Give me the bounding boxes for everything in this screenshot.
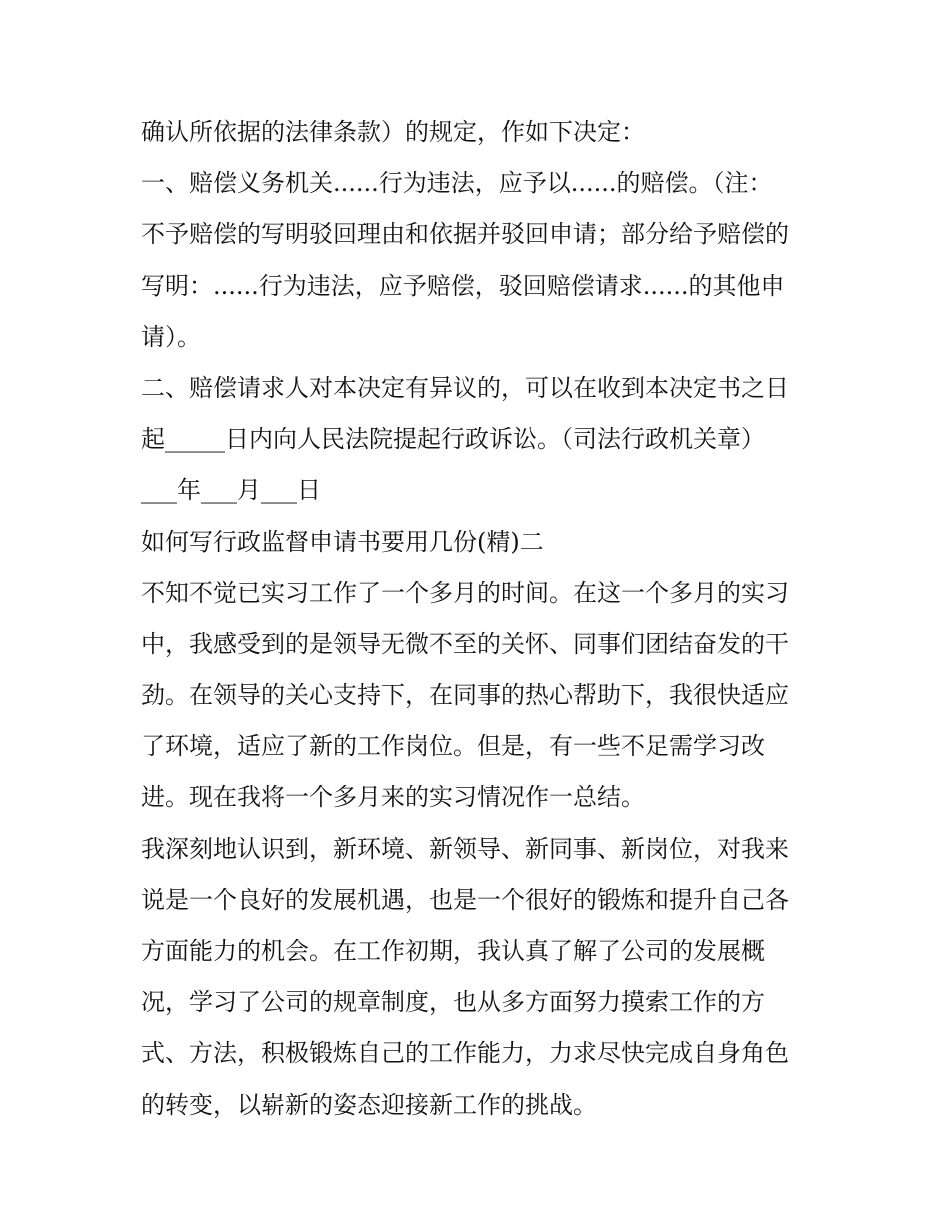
text-line: 写明：......行为违法，应予赔偿，驳回赔偿请求......的其他申 <box>141 271 785 300</box>
section-title: 如何写行政监督申请书要用几份(精)二 <box>141 527 544 556</box>
text-line: 方面能力的机会。在工作初期，我认真了解了公司的发展概 <box>141 937 765 965</box>
text-line: 的转变，以崭新的姿态迎接新工作的挑战。 <box>141 1090 597 1119</box>
document-body <box>141 107 821 1131</box>
text-line: 了环境，适应了新的工作岗位。但是，有一些不足需学习改 <box>141 732 765 761</box>
text-line: 不予赔偿的写明驳回理由和依据并驳回申请；部分给予赔偿的 <box>141 220 789 249</box>
text-line: 起_____日内向人民法院提起行政诉讼。（司法行政机关章） <box>141 425 765 454</box>
text-line: 我深刻地认识到，新环境、新领导、新同事、新岗位，对我来 <box>141 834 789 863</box>
text-line: 劲。在领导的关心支持下，在同事的热心帮助下，我很快适应 <box>141 681 789 710</box>
text-line: 二、赔偿请求人对本决定有异议的，可以在收到本决定书之日 <box>141 373 789 402</box>
text-line: 一、赔偿义务机关......行为违法，应予以......的赔偿。（注： <box>141 169 773 198</box>
text-line: 说是一个良好的发展机遇，也是一个很好的锻炼和提升自己各 <box>141 885 789 914</box>
text-line: 式、方法，积极锻炼自己的工作能力，力求尽快完成自身角色 <box>141 1039 789 1068</box>
text-line: 请）。 <box>141 322 201 351</box>
text-line: 确认所依据的法律条款）的规定，作如下决定： <box>141 118 645 146</box>
text-line: 况，学习了公司的规章制度，也从多方面努力摸索工作的方 <box>141 988 765 1017</box>
text-line: 进。现在我将一个多月来的实习情况作一总结。 <box>141 783 645 812</box>
text-line: 不知不觉已实习工作了一个多月的时间。在这一个多月的实习 <box>141 578 789 607</box>
date-line: ___年___月___日 <box>141 476 321 505</box>
text-line: 中，我感受到的是领导无微不至的关怀、同事们团结奋发的干 <box>141 629 789 658</box>
